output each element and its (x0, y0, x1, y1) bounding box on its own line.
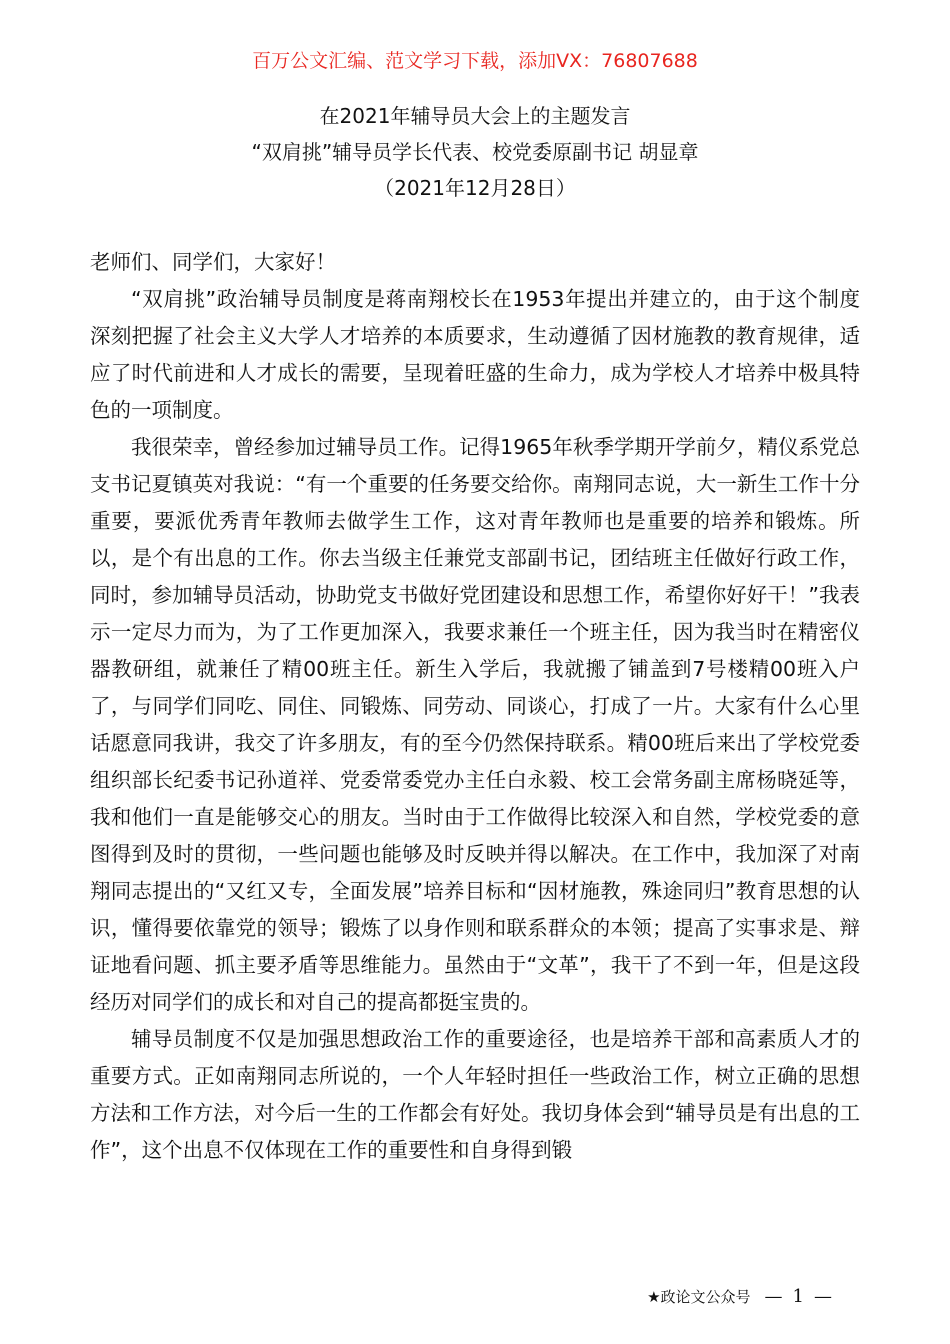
body-paragraph-2: 我很荣幸，曾经参加过辅导员工作。记得1965年秋季学期开学前夕，精仪系党总支书记夏镇英对我说：“有一个重要的任务要交给你。南翔同志说，大一新生工作十分重要，要派优秀青年教师去做学生工作，这对青年教师也是重要的培养和锻炼。所以，是个有出息的工作。你去当级主任兼党支部副书记，团结班主任做好行政工作，同时，参加辅导员活动，协助党支书做好党团建设和思想工作，希望你好好干！”我表示一定尽力而为，为了工作更加深入，我要求兼任一个班主任，因为我当时在精密仪器教研组，就兼任了精00班主任。新生入学后，我就搬了铺盖到7号楼精00班入户了，与同学们同吃、同住、同锻炼、同劳动、同谈心，打成了一片。大家有什么心里话愿意同我讲，我交了许多朋友，有的至今仍然保持联系。精00班后来出了学校党委组织部长纪委书记孙道祥、党委常委党办主任白永毅、校工会常务副主席杨晓延等，我和他们一直是能够交心的朋友。当时由于工作做得比较深入和自然，学校党委的意图得到及时的贯彻，一些问题也能够及时反映并得以解决。在工作中，我加深了对南翔同志提出的“又红又专，全面发展”培养目标和“因材施教，殊途同归”教育思想的认识，懂得要依靠党的领导；锻炼了以身作则和联系群众的本领；提高了实事求是、辩证地看问题、抓主要矛盾等思维能力。虽然由于“文革”，我干了不到一年，但是这段经历对同学们的成长和对自己的提高都挺宝贵的。 (90, 435, 860, 1014)
speech-date: （2021年12月28日） (374, 176, 576, 200)
footer-dash-right: — (814, 1286, 832, 1307)
body-paragraph-1: “双肩挑”政治辅导员制度是蒋南翔校长在1953年提出并建立的，由于这个制度深刻把握了社会主义大学人才培养的本质要求，生动遵循了因材施教的教育规律，适应了时代前进和人才成长的需要，呈现着旺盛的生命力，成为学校人才培养中极具特色的一项制度。 (90, 287, 860, 422)
footer-dash-left: — (764, 1286, 783, 1307)
document-body (90, 244, 860, 1169)
speaker-line: “双肩挑”辅导员学长代表、校党委原副书记 胡显章 (251, 140, 699, 164)
greeting: 老师们、同学们，大家好！ (90, 250, 336, 274)
promo-banner: 百万公文汇编、范文学习下载，添加VX：76807688 (252, 50, 698, 72)
page-number: 1 (792, 1286, 804, 1307)
body-paragraph-3: 辅导员制度不仅是加强思想政治工作的重要途径，也是培养干部和高素质人才的重要方式。正如南翔同志所说的，一个人年轻时担任一些政治工作，树立正确的思想方法和工作方法，对今后一生的工作都会有好处。我切身体会到“辅导员是有出息的工作”，这个出息不仅体现在工作的重要性和自身得到锻 (90, 1027, 860, 1162)
document-title: 在2021年辅导员大会上的主题发言 (319, 104, 631, 128)
page-footer (647, 1286, 832, 1307)
footer-source: ★政论文公众号 (647, 1288, 751, 1306)
